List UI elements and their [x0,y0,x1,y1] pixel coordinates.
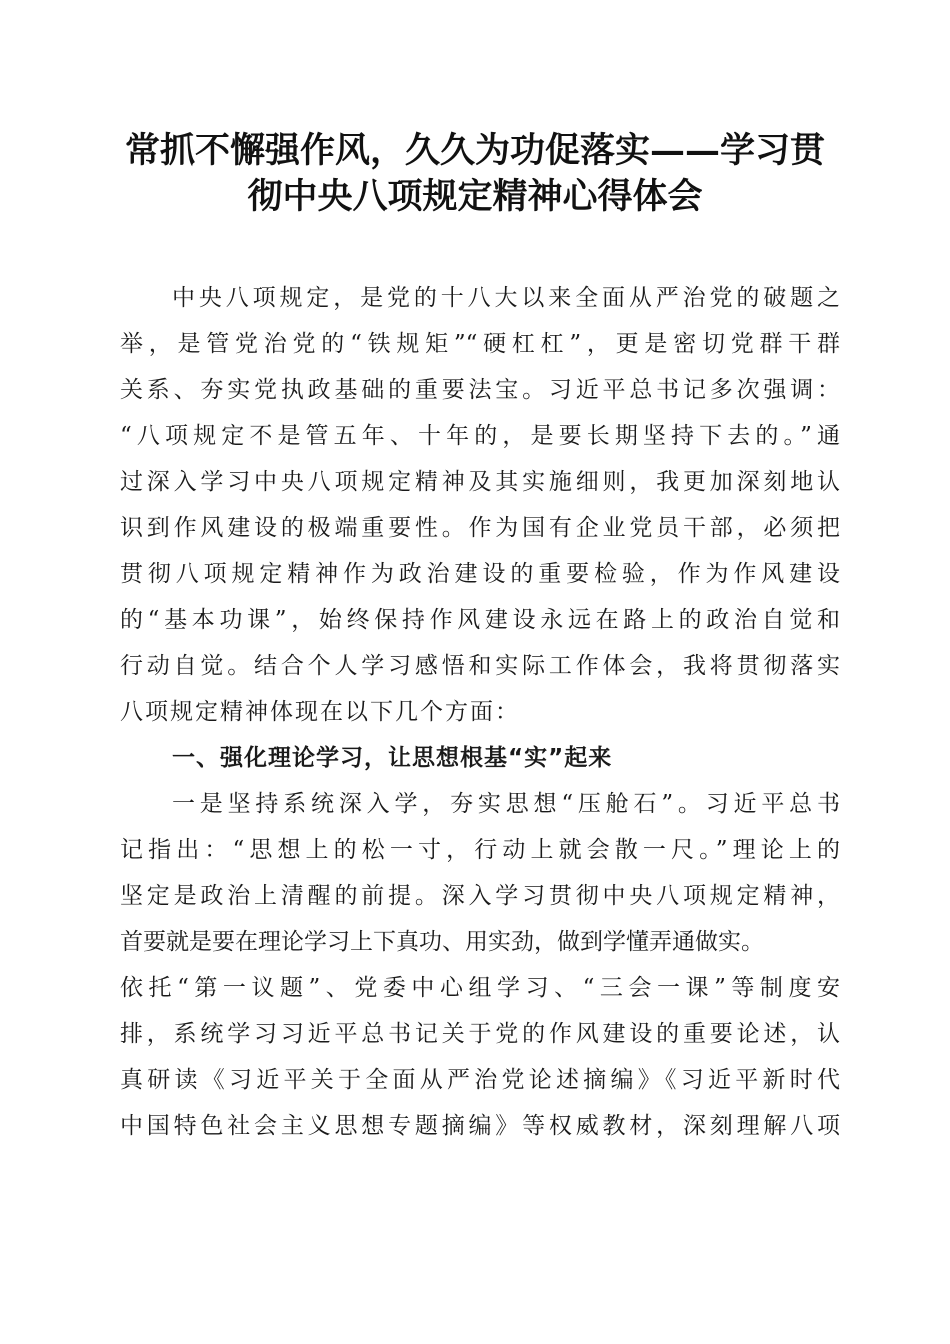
text-line: 贯彻八项规定精神作为政治建设的重要检验，作为作风建设 [120,561,840,587]
text-line: 坚定是政治上清醒的前提。深入学习贯彻中央八项规定精神， [120,883,840,909]
text-line: 的“基本功课”，始终保持作风建设永远在路上的政治自觉和 [120,607,840,633]
text-line: 记指出：“思想上的松一寸，行动上就会散一尺。”理论上的 [120,837,840,863]
document-title [100,128,850,220]
text-line: 关系、夯实党执政基础的重要法宝。习近平总书记多次强调： [120,377,840,403]
paragraph-section-1 [120,781,840,1149]
text-line: 中央八项规定，是党的十八大以来全面从严治党的破题之 [172,285,840,311]
title-line-1: 常抓不懈强作风，久久为功促落实——学习贯 [124,130,825,171]
document-body [120,275,840,1149]
paragraph-intro [120,275,840,735]
title-line-2: 彻中央八项规定精神心得体会 [247,176,703,217]
text-line: 过深入学习中央八项规定精神及其实施细则，我更加深刻地认 [120,469,840,495]
text-line: 排，系统学习习近平总书记关于党的作风建设的重要论述，认 [120,1021,840,1047]
text-line: 识到作风建设的极端重要性。作为国有企业党员干部，必须把 [120,515,840,541]
text-line: 一是坚持系统深入学，夯实思想“压舱石”。习近平总书 [172,791,840,817]
text-line: 行动自觉。结合个人学习感悟和实际工作体会，我将贯彻落实 [120,653,840,679]
section-heading: 一、强化理论学习，让思想根基“实”起来 [172,745,613,771]
text-line: 真研读《习近平关于全面从严治党论述摘编》《习近平新时代 [120,1067,840,1093]
text-line: 八项规定精神体现在以下几个方面： [120,699,520,725]
text-line: 中国特色社会主义思想专题摘编》等权威教材，深刻理解八项 [120,1113,840,1139]
text-line: 举，是管党治党的“铁规矩”“硬杠杠”，更是密切党群干群 [120,331,840,357]
text-line: “八项规定不是管五年、十年的，是要长期坚持下去的。”通 [120,423,840,449]
text-line: 首要就是要在理论学习上下真功、用实劲，做到学懂弄通做实。 [120,929,764,955]
text-line: 依托“第一议题”、党委中心组学习、“三会一课”等制度安 [120,975,840,1001]
